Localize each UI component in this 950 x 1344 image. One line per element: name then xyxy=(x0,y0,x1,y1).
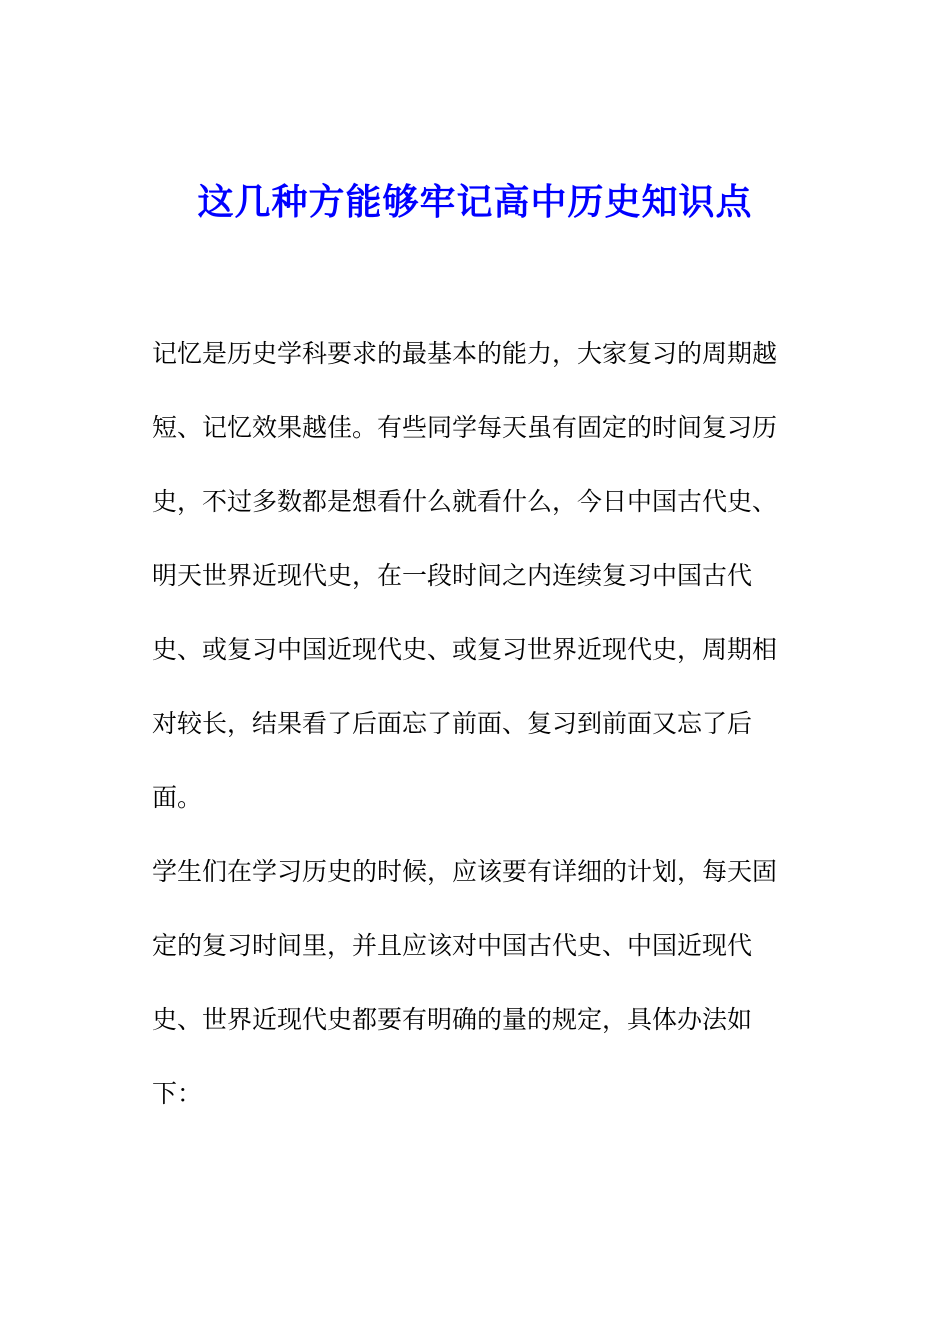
document-title: 这几种方能够牢记高中历史知识点 xyxy=(197,181,753,223)
paragraph-line: 对较长，结果看了后面忘了前面、复习到前面又忘了后 xyxy=(152,709,753,738)
paragraph-line: 史、世界近现代史都要有明确的量的规定，具体办法如 xyxy=(152,1005,753,1034)
paragraph-line: 史、或复习中国近现代史、或复习世界近现代史，周期相 xyxy=(152,635,778,664)
paragraph-line: 史，不过多数都是想看什么就看什么，今日中国古代史、 xyxy=(152,487,778,516)
paragraph-line: 明天世界近现代史，在一段时间之内连续复习中国古代 xyxy=(152,561,753,590)
paragraph-line: 面。 xyxy=(152,783,203,812)
paragraph-line: 定的复习时间里，并且应该对中国古代史、中国近现代 xyxy=(152,931,753,960)
paragraph-line: 短、记忆效果越佳。有些同学每天虽有固定的时间复习历 xyxy=(152,413,778,442)
paragraph-line: 记忆是历史学科要求的最基本的能力，大家复习的周期越 xyxy=(152,339,778,368)
paragraph-line: 学生们在学习历史的时候，应该要有详细的计划，每天固 xyxy=(152,857,778,886)
paragraph-line: 下： xyxy=(152,1079,203,1108)
